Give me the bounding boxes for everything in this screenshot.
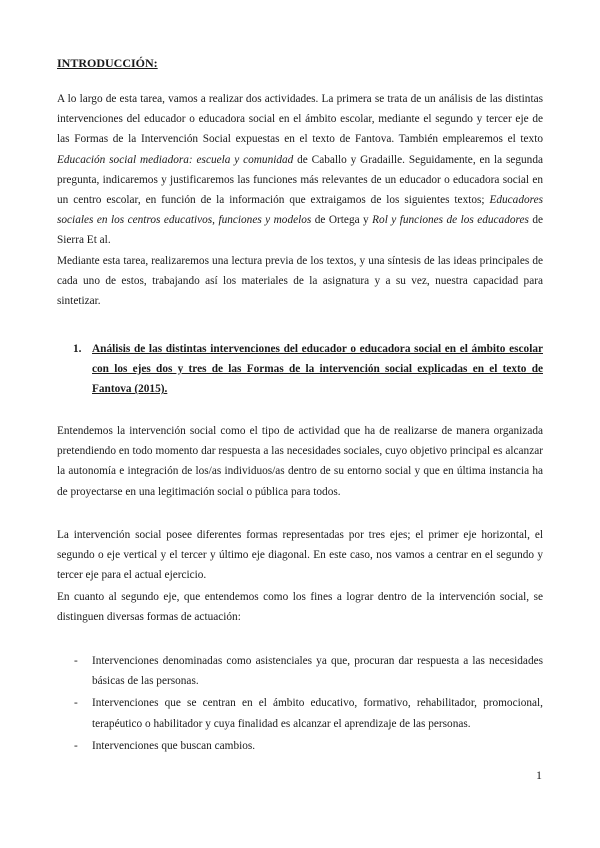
list-item (57, 651, 543, 691)
intro-text-g: de Sierra Et al. (57, 214, 543, 247)
list-item (57, 693, 543, 733)
introduction-heading: INTRODUCCIÓN: (57, 56, 158, 70)
section-number: 1. (73, 343, 82, 355)
bullet-marker: - (74, 739, 78, 752)
body-paragraph-1: Entendemos la intervención social como el tipo de actividad que ha de realizarse de manera organizada pretendiendo en todo momento dar respuesta a las necesidades sociales, cuyo objetivo principal es alcanzar la autonomía e integración de los/as individuos/as dentro de su entorno social y que en última instancia ha de proyectarse en una legitimación social o pública para todos. (57, 425, 543, 498)
list-item (57, 736, 543, 756)
section-title: Análisis de las distintas intervenciones del educador o educadora social en el ámbito escolar con los ejes dos y tres de las Formas de la intervención social explicadas en el texto de Fantova (2015). (92, 343, 543, 395)
intro-paragraph-2: Mediante esta tarea, realizaremos una lectura previa de los textos, y una síntesis de las ideas principales de cada uno de estos, trabajando así los materiales de la asignatura y a su vez, nuestra capacidad para sintetizar. (57, 255, 543, 308)
intro-paragraph-1 (57, 89, 543, 251)
list-item-text: Intervenciones denominadas como asistenciales ya que, procuran dar respuesta a las necesidades básicas de las personas. (92, 655, 543, 688)
intro-text-e: de Ortega y (311, 214, 373, 227)
intro-text-a: A lo largo de esta tarea, vamos a realizar dos actividades. La primera se trata de un análisis de las distintas intervenciones del educador o educadora social en el ámbito escolar, mediante el segundo y tercer eje de las Formas de la Intervención Social expuestas en el texto de Fantova. También emplearemos el texto (57, 93, 543, 146)
page-number: 1 (536, 768, 542, 782)
interventions-list (57, 651, 543, 758)
list-item-text: Intervenciones que buscan cambios. (92, 739, 256, 752)
body-paragraph-2: La intervención social posee diferentes formas representadas por tres ejes; el primer eje horizontal, el segundo o eje vertical y el tercer y último eje diagonal. En este caso, nos vamos a centrar en el segundo y tercer eje para el actual ejercicio. (57, 529, 543, 582)
list-item-text: Intervenciones que se centran en el ámbito educativo, formativo, rehabilitador, promocional, terapéutico o habilitador y cuya finalidad es alcanzar el aprendizaje de las personas. (92, 697, 543, 730)
body-paragraph-3: En cuanto al segundo eje, que entendemos como los fines a lograr dentro de la intervención social, se distinguen diversas formas de actuación: (57, 591, 543, 624)
intro-title-ortega: Educadores sociales en los centros educativos, funciones y modelos (57, 194, 543, 227)
bullet-marker: - (74, 697, 78, 710)
intro-title-sierra: Rol y funciones de los educadores (372, 214, 529, 227)
intro-text-c: de Caballo y Gradaille. Seguidamente, en la segunda pregunta, indicaremos y justificaremos las funciones más relevantes de un educador o educadora social en un centro escolar, en función de la información que extraigamos de los siguientes textos; (57, 153, 543, 207)
intro-title-caballo: Educación social mediadora: escuela y comunidad (57, 153, 294, 166)
bullet-marker: - (74, 655, 78, 667)
